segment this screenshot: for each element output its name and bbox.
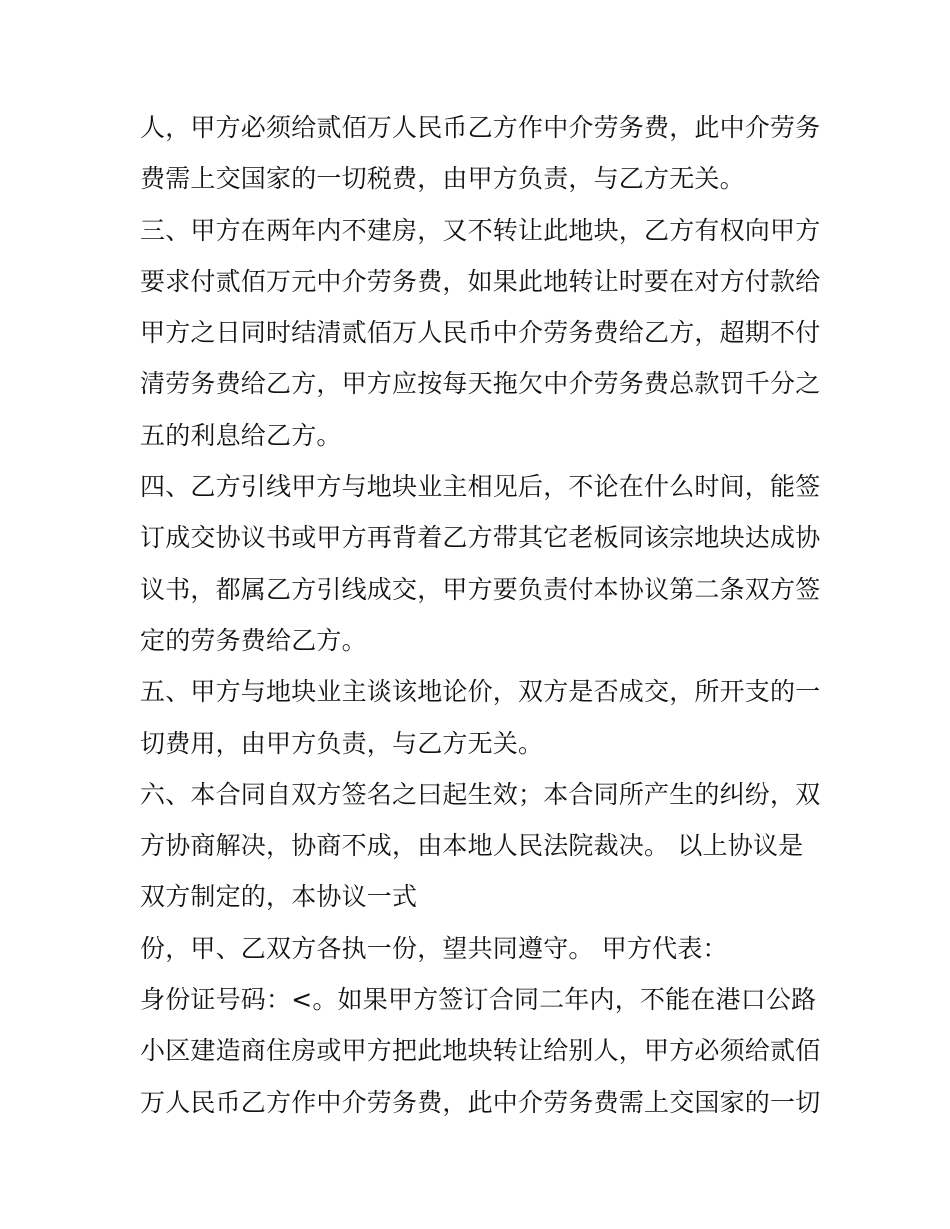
text-line: 身份证号码：<。如果甲方签订合同二年内，不能在港口公路 bbox=[140, 985, 817, 1015]
text-line: 份，甲、乙双方各执一份，望共同遵守。 甲方代表： bbox=[140, 933, 728, 963]
document-body bbox=[140, 102, 830, 1128]
text-line: 小区建造商住房或甲方把此地块转让给别人，甲方必须给贰佰 bbox=[140, 1036, 821, 1066]
text-line: 万人民币乙方作中介劳务费，此中介劳务费需上交国家的一切 bbox=[140, 1087, 821, 1117]
text-line: 四、乙方引线甲方与地块业主相见后，不论在什么时间，能签 bbox=[140, 472, 821, 502]
text-line: 议书，都属乙方引线成交，甲方要负责付本协议第二条双方签 bbox=[140, 574, 821, 604]
text-line: 双方制定的，本协议一式 bbox=[140, 882, 418, 912]
text-line: 清劳务费给乙方，甲方应按每天拖欠中介劳务费总款罚千分之 bbox=[140, 369, 821, 399]
text-line: 切费用，由甲方负责，与乙方无关。 bbox=[140, 728, 544, 758]
text-line: 五、甲方与地块业主谈该地论价，双方是否成交，所开支的一 bbox=[140, 677, 821, 707]
text-line: 甲方之日同时结清贰佰万人民币中介劳务费给乙方，超期不付 bbox=[140, 318, 821, 348]
text-line: 六、本合同自双方签名之曰起生效；本合同所产生的纠纷，双 bbox=[140, 779, 821, 809]
text-line: 五的利息给乙方。 bbox=[140, 420, 342, 450]
text-line: 定的劳务费给乙方。 bbox=[140, 625, 367, 655]
text-line: 费需上交国家的一切税费，由甲方负责，与乙方无关。 bbox=[140, 164, 745, 194]
text-line: 人，甲方必须给贰佰万人民币乙方作中介劳务费，此中介劳务 bbox=[140, 113, 821, 142]
text-line: 三、甲方在两年内不建房，又不转让此地块，乙方有权向甲方 bbox=[140, 215, 821, 245]
text-line: 要求付贰佰万元中介劳务费，如果此地转让时要在对方付款给 bbox=[140, 266, 821, 296]
text-line: 订成交协议书或甲方再背着乙方带其它老板同该宗地块达成协 bbox=[140, 523, 821, 553]
text-line: 方协商解决，协商不成，由本地人民法院裁决。 以上协议是 bbox=[140, 831, 804, 861]
